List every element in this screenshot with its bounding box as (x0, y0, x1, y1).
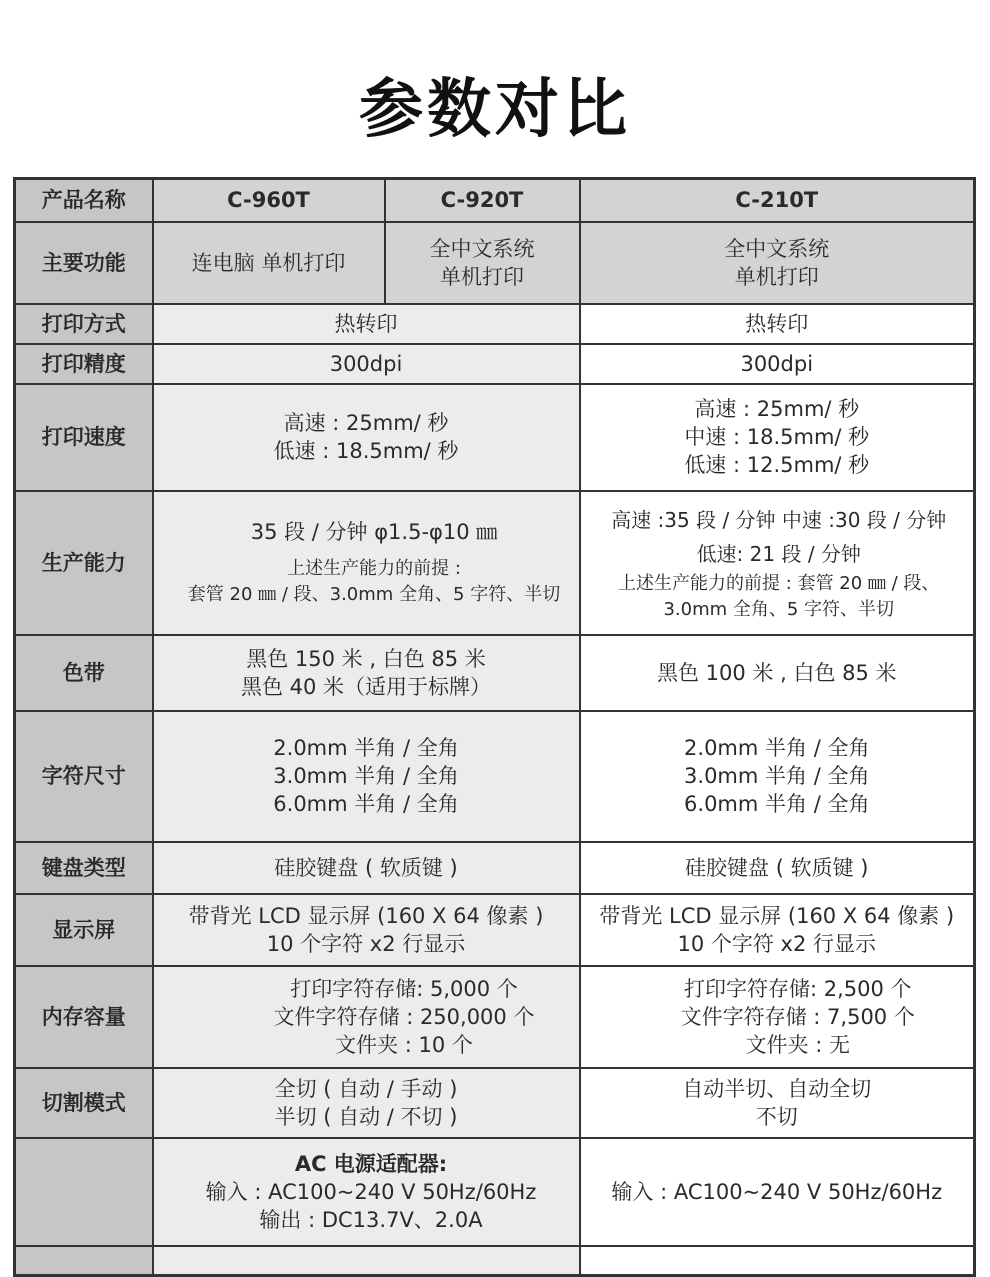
cell-line: 高速 :35 段 / 分钟 中速 :30 段 / 分钟 (611, 507, 947, 532)
row-label-display: 显示屏 (15, 894, 153, 966)
ribbon-c210: 黑色 100 米 , 白色 85 米 (580, 635, 975, 711)
row-label-resolution: 打印精度 (15, 344, 153, 384)
cell-line: 套管 20 ㎜ / 段、3.0mm 全角、5 字符、半切 (187, 583, 561, 605)
cell-line: 输入 : AC100~240 V 50Hz/60Hz (205, 1179, 537, 1204)
cut-c960-c920 (153, 1068, 580, 1138)
row-label-function: 主要功能 (15, 222, 153, 304)
table-row (15, 1246, 975, 1276)
cell-line: 自动半切、自动全切 (682, 1076, 872, 1101)
cell-line: 文件字符存储 : 250,000 个 (273, 1004, 535, 1029)
row-label-print-method: 打印方式 (15, 304, 153, 344)
ribbon-c960-c920 (153, 635, 580, 711)
table-row (15, 966, 975, 1068)
row-label-keyboard: 键盘类型 (15, 842, 153, 894)
cell-line: 10 个字符 x2 行显示 (266, 931, 466, 956)
row-label-speed: 打印速度 (15, 384, 153, 491)
keyboard-c210: 硅胶键盘 ( 软质键 ) (580, 842, 975, 894)
cell-line: 半切 ( 自动 / 不切 ) (274, 1104, 458, 1129)
cell-line: 低速: 21 段 / 分钟 (696, 541, 861, 566)
continued-c210 (580, 1246, 975, 1276)
cell-line: 单机打印 (440, 264, 524, 289)
spec-comparison-table (13, 177, 976, 1277)
cell-line: 带背光 LCD 显示屏 (160 X 64 像素 ) (188, 903, 544, 928)
cell-line: 黑色 150 米 , 白色 85 米 (246, 646, 486, 671)
power-c210: 输入 : AC100~240 V 50Hz/60Hz (580, 1138, 975, 1246)
function-c210 (580, 222, 975, 304)
cell-line: 2.0mm 半角 / 全角 (273, 736, 459, 760)
cell-line: 35 段 / 分钟 φ1.5-φ10 ㎜ (250, 519, 498, 544)
cell-line: 文件夹 : 10 个 (335, 1032, 473, 1057)
function-c920 (385, 222, 580, 304)
cell-line: 黑色 40 米（适用于标牌） (240, 674, 492, 699)
cell-line: 全切 ( 自动 / 手动 ) (274, 1076, 458, 1101)
row-label-ribbon: 色带 (15, 635, 153, 711)
resolution-c960-c920: 300dpi (153, 344, 580, 384)
cell-line: 打印字符存储: 5,000 个 (290, 976, 518, 1001)
model-c960t: C-960T (153, 179, 385, 222)
memory-c960-c920 (153, 966, 580, 1068)
cell-line: 全中文系统 (724, 236, 830, 261)
memory-c210 (580, 966, 975, 1068)
cell-line: 3.0mm 半角 / 全角 (684, 764, 870, 788)
cell-line: 3.0mm 全角、5 字符、半切 (663, 598, 895, 620)
cell-line: 3.0mm 半角 / 全角 (273, 764, 459, 788)
resolution-c210: 300dpi (580, 344, 975, 384)
char-size-c960-c920 (153, 711, 580, 842)
cell-line: 低速 : 18.5mm/ 秒 (273, 439, 459, 463)
cell-line: 高速 : 25mm/ 秒 (694, 397, 860, 421)
cell-line: 输出 : DC13.7V、2.0A (259, 1207, 483, 1232)
speed-c210 (580, 384, 975, 491)
power-c960-c920 (153, 1138, 580, 1246)
cell-line: 中速 : 18.5mm/ 秒 (684, 425, 870, 449)
cell-line: 单机打印 (734, 264, 819, 289)
row-label-product-name: 产品名称 (15, 179, 153, 222)
cell-line: 文件字符存储 : 7,500 个 (680, 1004, 915, 1029)
speed-c960-c920 (153, 384, 580, 491)
row-label-continued (15, 1246, 153, 1276)
char-size-c210 (580, 711, 975, 842)
model-c210t: C-210T (580, 179, 975, 222)
display-c210 (580, 894, 975, 966)
table-row (15, 842, 975, 894)
capacity-c210 (580, 491, 975, 635)
display-c960-c920 (153, 894, 580, 966)
table-row (15, 1068, 975, 1138)
cell-line: 6.0mm 半角 / 全角 (684, 792, 870, 816)
row-label-memory: 内存容量 (15, 966, 153, 1068)
cell-line: 6.0mm 半角 / 全角 (273, 792, 459, 816)
cell-line: 上述生产能力的前提 : 套管 20 ㎜ / 段、 (618, 572, 940, 594)
cell-line: 10 个字符 x2 行显示 (677, 931, 877, 956)
table-row (15, 711, 975, 842)
table-row (15, 222, 975, 304)
capacity-c960-c920 (153, 491, 580, 635)
keyboard-c960-c920: 硅胶键盘 ( 软质键 ) (153, 842, 580, 894)
continued-c960-c920 (153, 1246, 580, 1276)
cell-line: 2.0mm 半角 / 全角 (684, 736, 870, 760)
function-c960: 连电脑 单机打印 (153, 222, 385, 304)
cell-line: 高速 : 25mm/ 秒 (283, 411, 449, 435)
cell-line: 上述生产能力的前提 : (287, 557, 461, 579)
table-row (15, 179, 975, 222)
cell-line: AC 电源适配器: (294, 1151, 448, 1176)
cell-line: 文件夹 : 无 (745, 1032, 850, 1057)
print-method-c960-c920: 热转印 (153, 304, 580, 344)
row-label-power (15, 1138, 153, 1246)
table-row (15, 491, 975, 635)
row-label-char-size: 字符尺寸 (15, 711, 153, 842)
print-method-c210: 热转印 (580, 304, 975, 344)
table-row (15, 304, 975, 344)
page-title: 参数对比 (359, 73, 631, 147)
cell-line: 全中文系统 (429, 236, 535, 261)
row-label-capacity: 生产能力 (15, 491, 153, 635)
table-row (15, 1138, 975, 1246)
row-label-cut-mode: 切割模式 (15, 1068, 153, 1138)
table-row (15, 894, 975, 966)
cell-line: 带背光 LCD 显示屏 (160 X 64 像素 ) (599, 903, 955, 928)
table-row (15, 344, 975, 384)
cut-c210 (580, 1068, 975, 1138)
model-c920t: C-920T (385, 179, 580, 222)
cell-line: 不切 (755, 1104, 798, 1129)
cell-line: 打印字符存储: 2,500 个 (683, 976, 912, 1001)
table-row (15, 635, 975, 711)
table-row (15, 384, 975, 491)
cell-line: 低速 : 12.5mm/ 秒 (684, 453, 870, 477)
